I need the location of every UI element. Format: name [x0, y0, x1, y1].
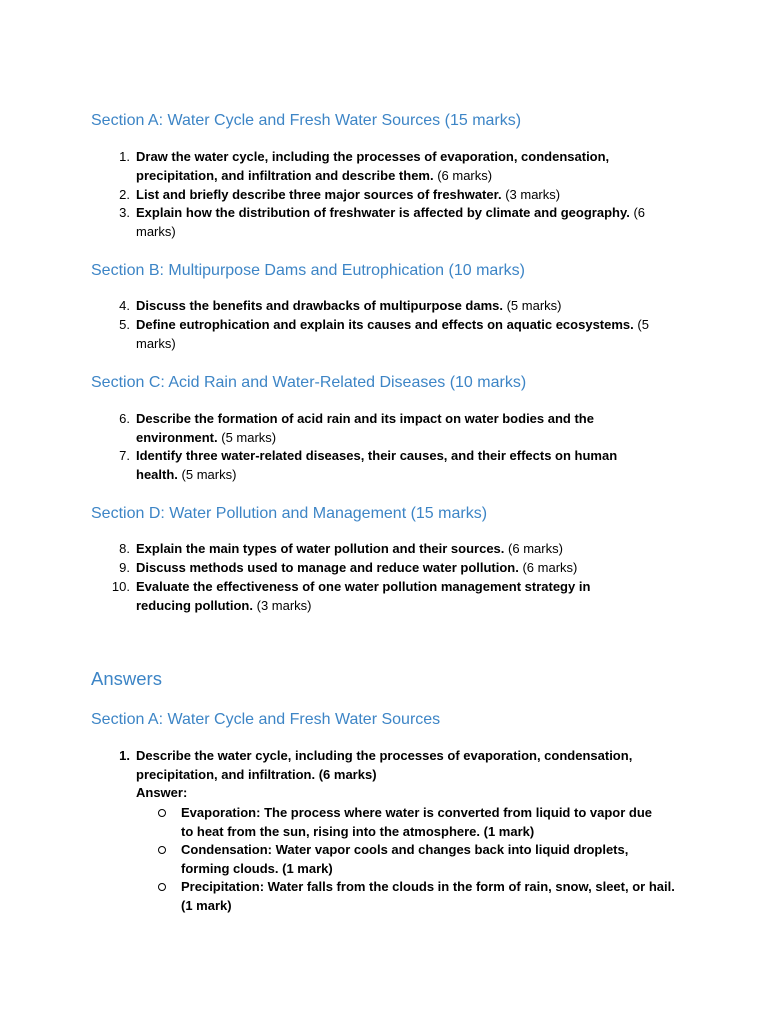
section-b-heading: Section B: Multipurpose Dams and Eutrophication (10 marks): [91, 262, 525, 279]
question-marks: (5 marks): [177, 466, 237, 482]
question-text: Explain the main types of water pollution and their sources.: [136, 541, 505, 556]
question-marks: (3 marks): [501, 187, 561, 202]
question-text: Draw the water cycle, including the processes of evaporation, condensation, precipitation, and infiltration and describe them.: [136, 149, 610, 183]
question-3: [119, 204, 684, 241]
question-marks: (3 marks): [253, 597, 312, 613]
section-c-heading: Section C: Acid Rain and Water-Related Diseases (10 marks): [91, 374, 527, 391]
question-number: 1.: [119, 149, 130, 164]
bullet-text: Condensation: Water vapor cools and changes back into liquid droplets, forming clouds. (1 mark): [181, 842, 629, 876]
question-marks: (6 marks): [433, 167, 493, 183]
question-7: [119, 447, 661, 484]
question-5: [119, 316, 671, 353]
question-2: [119, 186, 696, 205]
question-marks: (5 marks): [502, 298, 562, 313]
hollow-circle-bullet-icon: [158, 883, 166, 891]
answer-bullet-condensation: [181, 841, 661, 878]
hollow-circle-bullet-icon: [158, 809, 166, 817]
question-number: 1.: [119, 748, 130, 763]
question-6: [119, 410, 631, 447]
question-text: Discuss the benefits and drawbacks of multipurpose dams.: [136, 298, 503, 313]
question-number: 6.: [119, 411, 130, 426]
answer-question-1: [119, 747, 646, 803]
answers-title: Answers: [91, 668, 162, 689]
question-text: Describe the water cycle, including the processes of evaporation, condensation, precipitation, and infiltration. (6 marks): [136, 748, 633, 782]
question-number: 10.: [111, 579, 130, 594]
question-text: Evaluate the effectiveness of one water pollution management strategy in reducing pollution.: [136, 579, 591, 613]
question-marks: (5 marks): [136, 317, 649, 351]
question-text: Discuss methods used to manage and reduce water pollution.: [136, 560, 519, 575]
question-1: [119, 148, 656, 185]
hollow-circle-bullet-icon: [158, 846, 166, 854]
question-number: 4.: [119, 298, 130, 313]
question-text: Define eutrophication and explain its causes and effects on aquatic ecosystems.: [136, 317, 634, 332]
question-marks: (6 marks): [518, 560, 578, 575]
question-number: 3.: [119, 205, 130, 220]
question-number: 2.: [119, 187, 130, 202]
question-text: Identify three water-related diseases, their causes, and their effects on human health.: [136, 448, 618, 482]
answer-bullet-evaporation: [181, 804, 661, 841]
question-marks: (6 marks): [504, 541, 563, 556]
section-d-heading: Section D: Water Pollution and Management (15 marks): [91, 505, 488, 522]
answer-bullet-precipitation: [181, 878, 681, 915]
question-number: 7.: [119, 448, 130, 463]
question-text: List and briefly describe three major sources of freshwater.: [136, 187, 502, 202]
question-number: 5.: [119, 317, 130, 332]
question-number: 9.: [119, 560, 130, 575]
section-a-heading: Section A: Water Cycle and Fresh Water Sources (15 marks): [91, 112, 522, 129]
question-4: [119, 297, 696, 316]
question-text: Describe the formation of acid rain and its impact on water bodies and the environment.: [136, 411, 594, 445]
question-number: 8.: [119, 541, 130, 556]
question-marks: (5 marks): [217, 429, 277, 445]
question-8: [119, 540, 696, 559]
answers-section-a-heading: Section A: Water Cycle and Fresh Water Sources: [91, 711, 441, 728]
question-9: [119, 559, 696, 578]
answer-label: Answer:: [136, 785, 188, 801]
question-10: [111, 578, 626, 615]
question-marks: (6 marks): [136, 205, 646, 239]
bullet-text: Evaporation: The process where water is converted from liquid to vapor due to heat from the sun, rising into the atmosphere. (1 mark): [181, 805, 652, 839]
question-text: Explain how the distribution of freshwater is affected by climate and geography.: [136, 205, 630, 220]
bullet-text: Precipitation: Water falls from the clouds in the form of rain, snow, sleet, or hail. (1 mark): [181, 879, 675, 913]
